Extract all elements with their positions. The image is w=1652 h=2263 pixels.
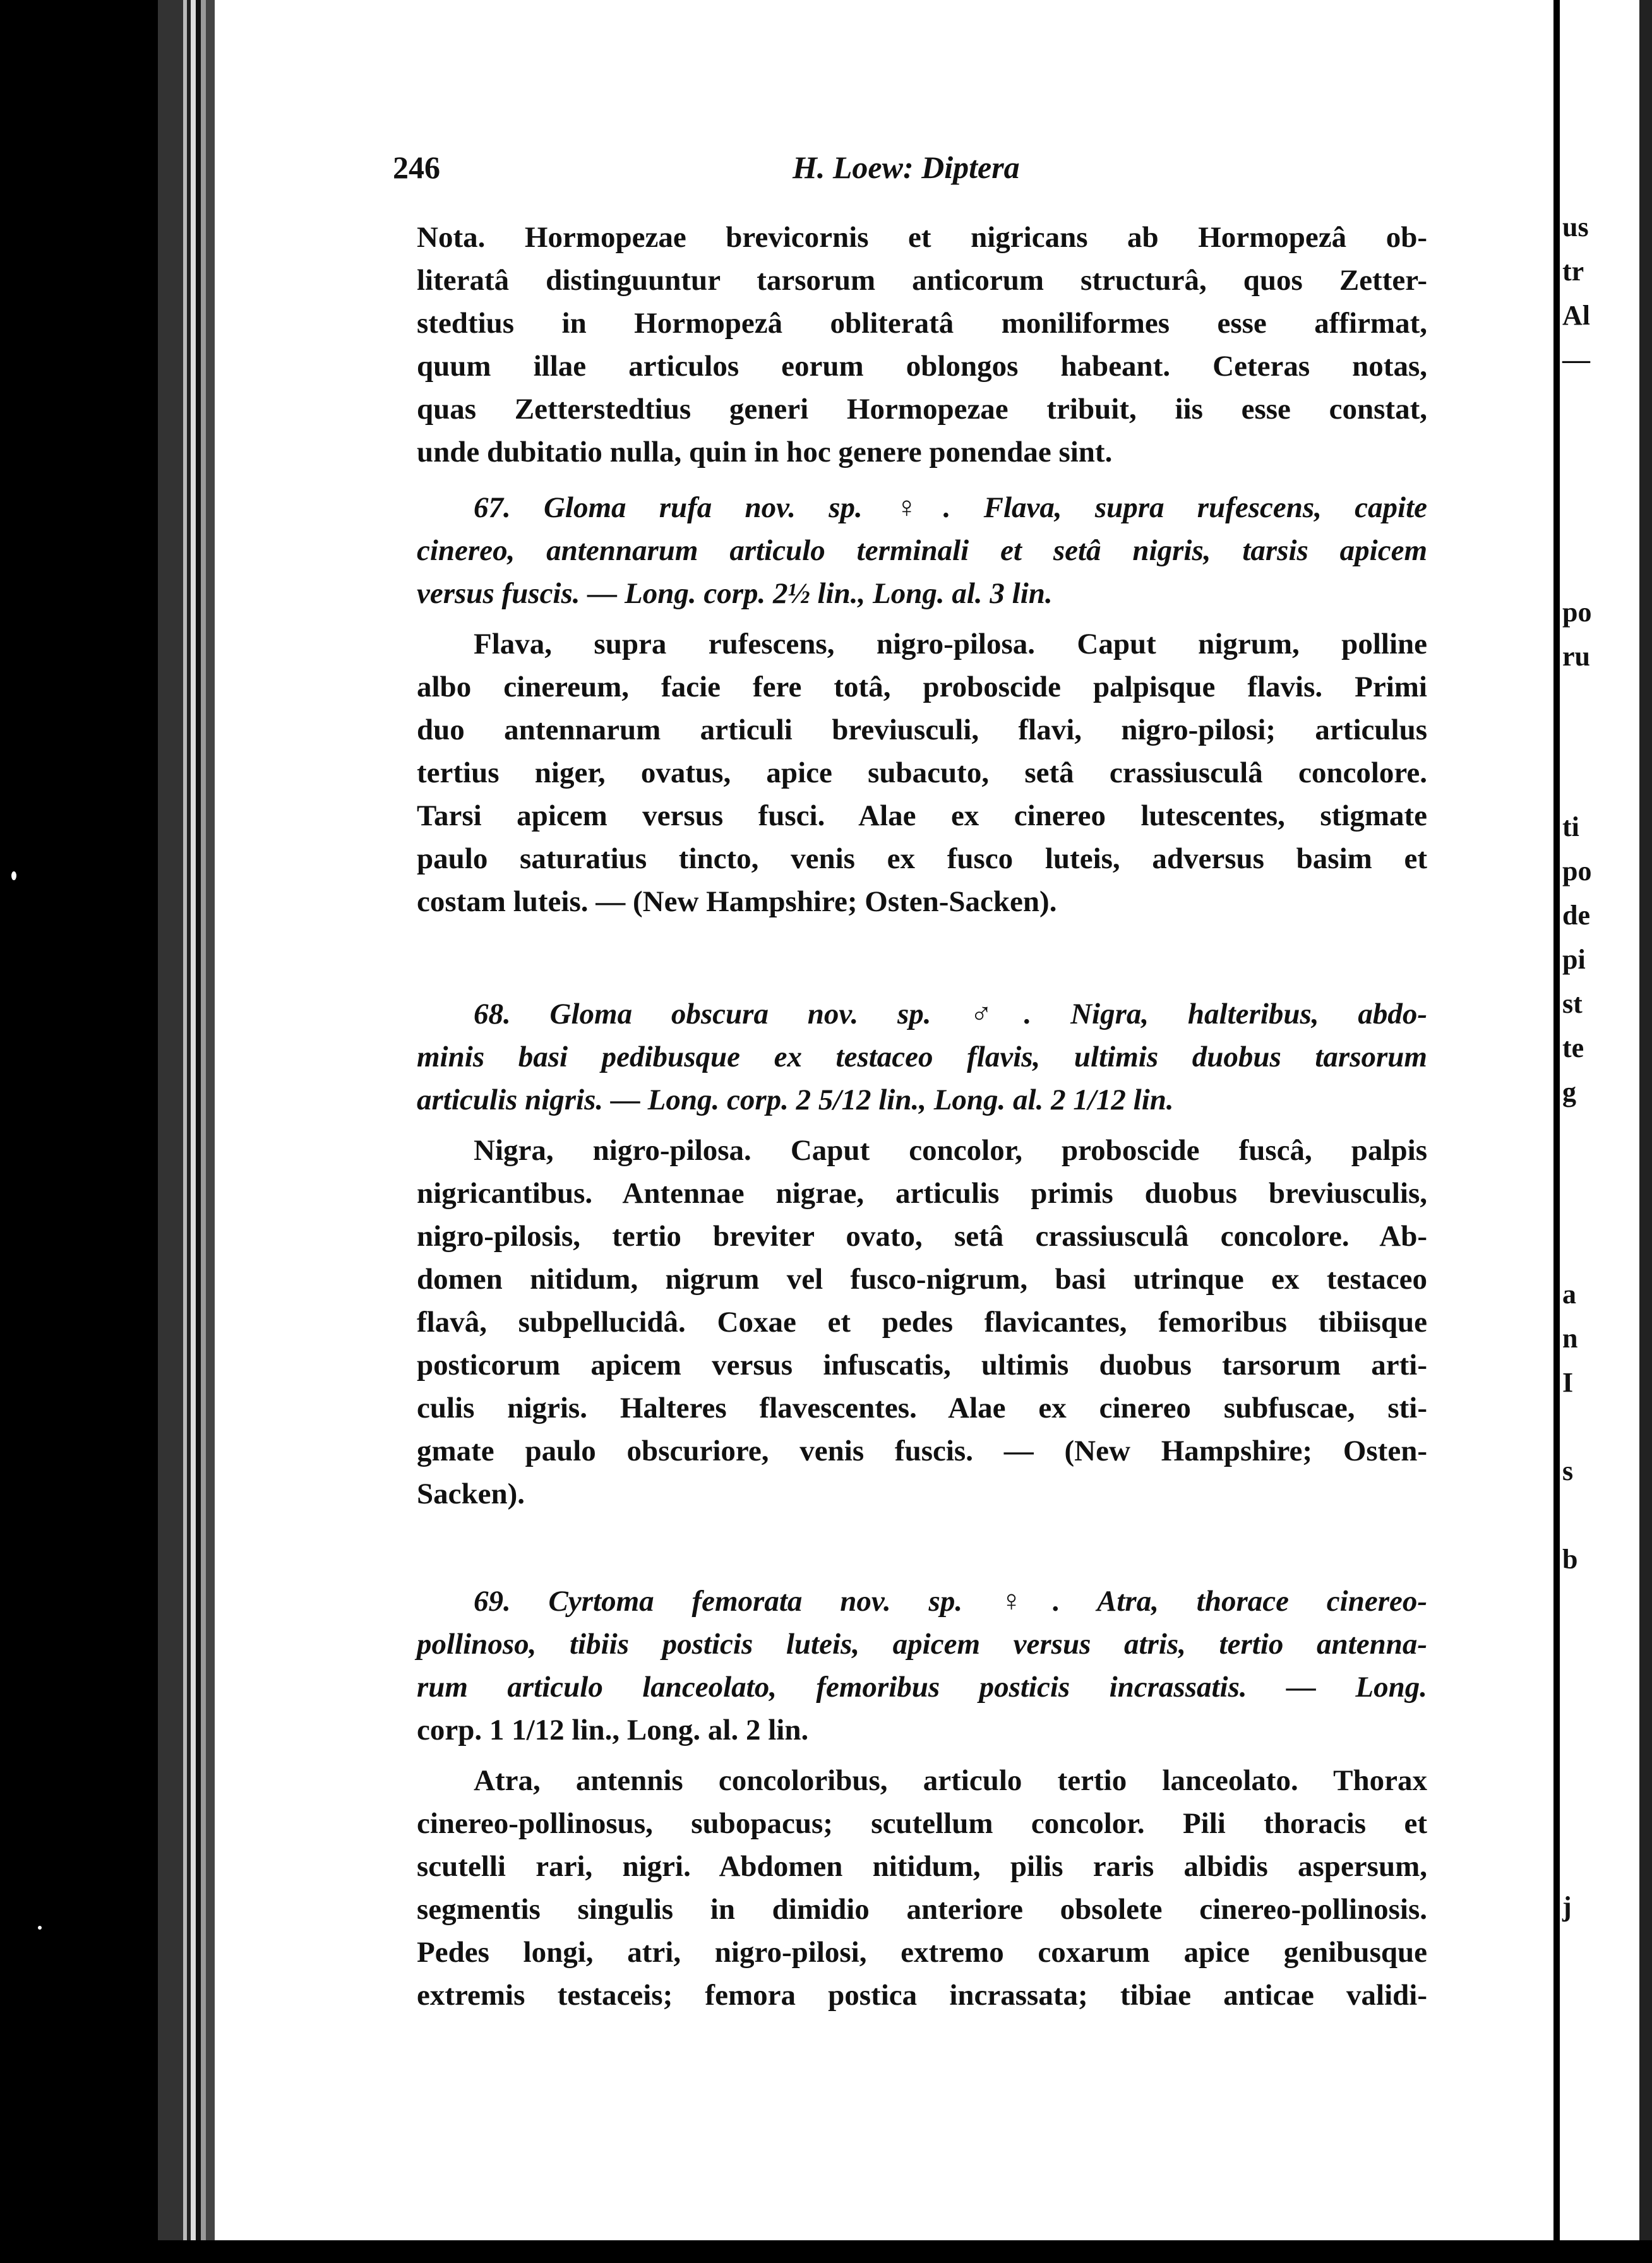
text-line: quas Zetterstedtius generi Hormopezae tribuit, iis esse constat, <box>417 393 1427 426</box>
binding-shadow <box>158 0 183 2263</box>
text-line: corp. 1 1/12 lin., Long. al. 2 lin. <box>417 1714 809 1747</box>
next-page-fragment: b <box>1562 1544 1578 1575</box>
text-line: cinereo-pollinosus, subopacus; scutellum concolor. Pili thoracis et <box>417 1807 1427 1840</box>
next-page-fragment: j <box>1562 1891 1572 1922</box>
text-line: 68. Gloma obscura nov. sp. ♂. Nigra, halteribus, abdo- <box>474 998 1427 1030</box>
page-stack-line <box>191 0 196 2263</box>
dust-speck <box>11 871 16 880</box>
page-stack-line <box>196 0 201 2263</box>
next-page-fragment: ti <box>1562 811 1579 842</box>
next-page-fragment: s <box>1562 1455 1574 1486</box>
text-line: pollinoso, tibiis posticis luteis, apicem versus atris, tertio antenna- <box>417 1628 1427 1661</box>
next-page-fragment: ru <box>1562 641 1590 672</box>
text-line: duo antennarum articuli breviusculi, flavi, nigro-pilosi; articulus <box>417 714 1427 746</box>
text-line: scutelli rari, nigri. Abdomen nitidum, pilis raris albidis aspersum, <box>417 1850 1427 1883</box>
text-line: versus fuscis. — Long. corp. 2½ lin., Long. al. 3 lin. <box>417 577 1053 610</box>
text-line: albo cinereum, facie fere totâ, proboscide palpisque flavis. Primi <box>417 671 1427 703</box>
text-line: extremis testaceis; femora postica incrassata; tibiae anticae validi- <box>417 1979 1427 2012</box>
text-line: rum articulo lanceolato, femoribus posticis incrassatis. — Long. <box>417 1671 1427 1704</box>
next-page-fragment: a <box>1562 1279 1576 1310</box>
bottom-scan-border <box>0 2240 1652 2263</box>
page-gutter <box>1553 0 1560 2263</box>
text-line: Flava, supra rufescens, nigro-pilosa. Caput nigrum, polline <box>474 628 1427 660</box>
text-line: nigro-pilosis, tertio breviter ovato, setâ crassiusculâ concolore. Ab- <box>417 1220 1427 1253</box>
right-scan-border <box>1639 0 1652 2263</box>
text-line: segmentis singulis in dimidio anteriore obsolete cinereo-pollinosis. <box>417 1893 1427 1926</box>
text-line: Sacken). <box>417 1478 525 1510</box>
next-page-fragment: pi <box>1562 944 1586 975</box>
text-line: articulis nigris. — Long. corp. 2 5/12 lin., Long. al. 2 1/12 lin. <box>417 1084 1174 1116</box>
text-line: posticorum apicem versus infuscatis, ultimis duobus tarsorum arti- <box>417 1349 1427 1382</box>
text-line: gmate paulo obscuriore, venis fuscis. — (New Hampshire; Osten- <box>417 1435 1427 1467</box>
next-page-fragment: te <box>1562 1032 1584 1063</box>
text-line: 67. Gloma rufa nov. sp. ♀. Flava, supra rufescens, capite <box>474 491 1427 524</box>
text-line: nigricantibus. Antennae nigrae, articulis primis duobus breviusculis, <box>417 1177 1427 1210</box>
text-line: literatâ distinguuntur tarsorum anticorum structurâ, quos Zetter- <box>417 264 1427 297</box>
text-line: tertius niger, ovatus, apice subacuto, setâ crassiusculâ concolore. <box>417 756 1427 789</box>
text-line: quum illae articulos eorum oblongos habeant. Ceteras notas, <box>417 350 1427 383</box>
next-page-fragment: g <box>1562 1077 1576 1108</box>
dust-speck <box>25 215 32 221</box>
next-page-fragment: po <box>1562 597 1592 628</box>
next-page-fragment: tr <box>1562 256 1584 287</box>
next-page-fragment: I <box>1562 1367 1574 1398</box>
page-number: 246 <box>393 150 440 185</box>
text-line: Nota. Hormopezae brevicornis et nigricans ab Hormopezâ ob- <box>417 221 1427 254</box>
text-line: domen nitidum, nigrum vel fusco-nigrum, basi utrinque ex testaceo <box>417 1263 1427 1296</box>
next-page-fragment: de <box>1562 900 1590 931</box>
text-line: flavâ, subpellucidâ. Coxae et pedes flavicantes, femoribus tibiisque <box>417 1306 1427 1339</box>
running-title: H. Loew: Diptera <box>793 150 1020 185</box>
next-page-fragment: — <box>1562 344 1590 375</box>
text-line: Tarsi apicem versus fusci. Alae ex cinereo lutescentes, stigmate <box>417 799 1427 832</box>
next-page-fragment: n <box>1562 1323 1578 1354</box>
left-scan-margin <box>0 0 158 2263</box>
text-line: unde dubitatio nulla, quin in hoc genere ponendae sint. <box>417 436 1113 469</box>
text-line: costam luteis. — (New Hampshire; Osten-Sacken). <box>417 885 1057 918</box>
text-line: paulo saturatius tincto, venis ex fusco luteis, adversus basim et <box>417 842 1427 875</box>
text-line: culis nigris. Halteres flavescentes. Alae ex cinereo subfuscae, sti- <box>417 1392 1427 1424</box>
text-line: 69. Cyrtoma femorata nov. sp. ♀. Atra, thorace cinereo- <box>474 1585 1427 1618</box>
text-line: minis basi pedibusque ex testaceo flavis, ultimis duobus tarsorum <box>417 1041 1427 1073</box>
text-line: stedtius in Hormopezâ obliteratâ moniliformes esse affirmat, <box>417 307 1427 340</box>
text-line: cinereo, antennarum articulo terminali et setâ nigris, tarsis apicem <box>417 534 1427 567</box>
text-line: Pedes longi, atri, nigro-pilosi, extremo coxarum apice genibusque <box>417 1936 1427 1969</box>
dust-speck <box>38 1926 42 1930</box>
page-stack-line <box>206 0 215 2263</box>
next-page-edge <box>1560 0 1652 2263</box>
next-page-fragment: po <box>1562 856 1592 887</box>
text-line: Atra, antennis concoloribus, articulo tertio lanceolato. Thorax <box>474 1764 1427 1797</box>
next-page-fragment: st <box>1562 988 1583 1019</box>
next-page-fragment: us <box>1562 212 1589 242</box>
text-line: Nigra, nigro-pilosa. Caput concolor, proboscide fuscâ, palpis <box>474 1134 1427 1167</box>
next-page-fragment: Al <box>1562 300 1590 331</box>
page-stack-line <box>201 0 206 2263</box>
